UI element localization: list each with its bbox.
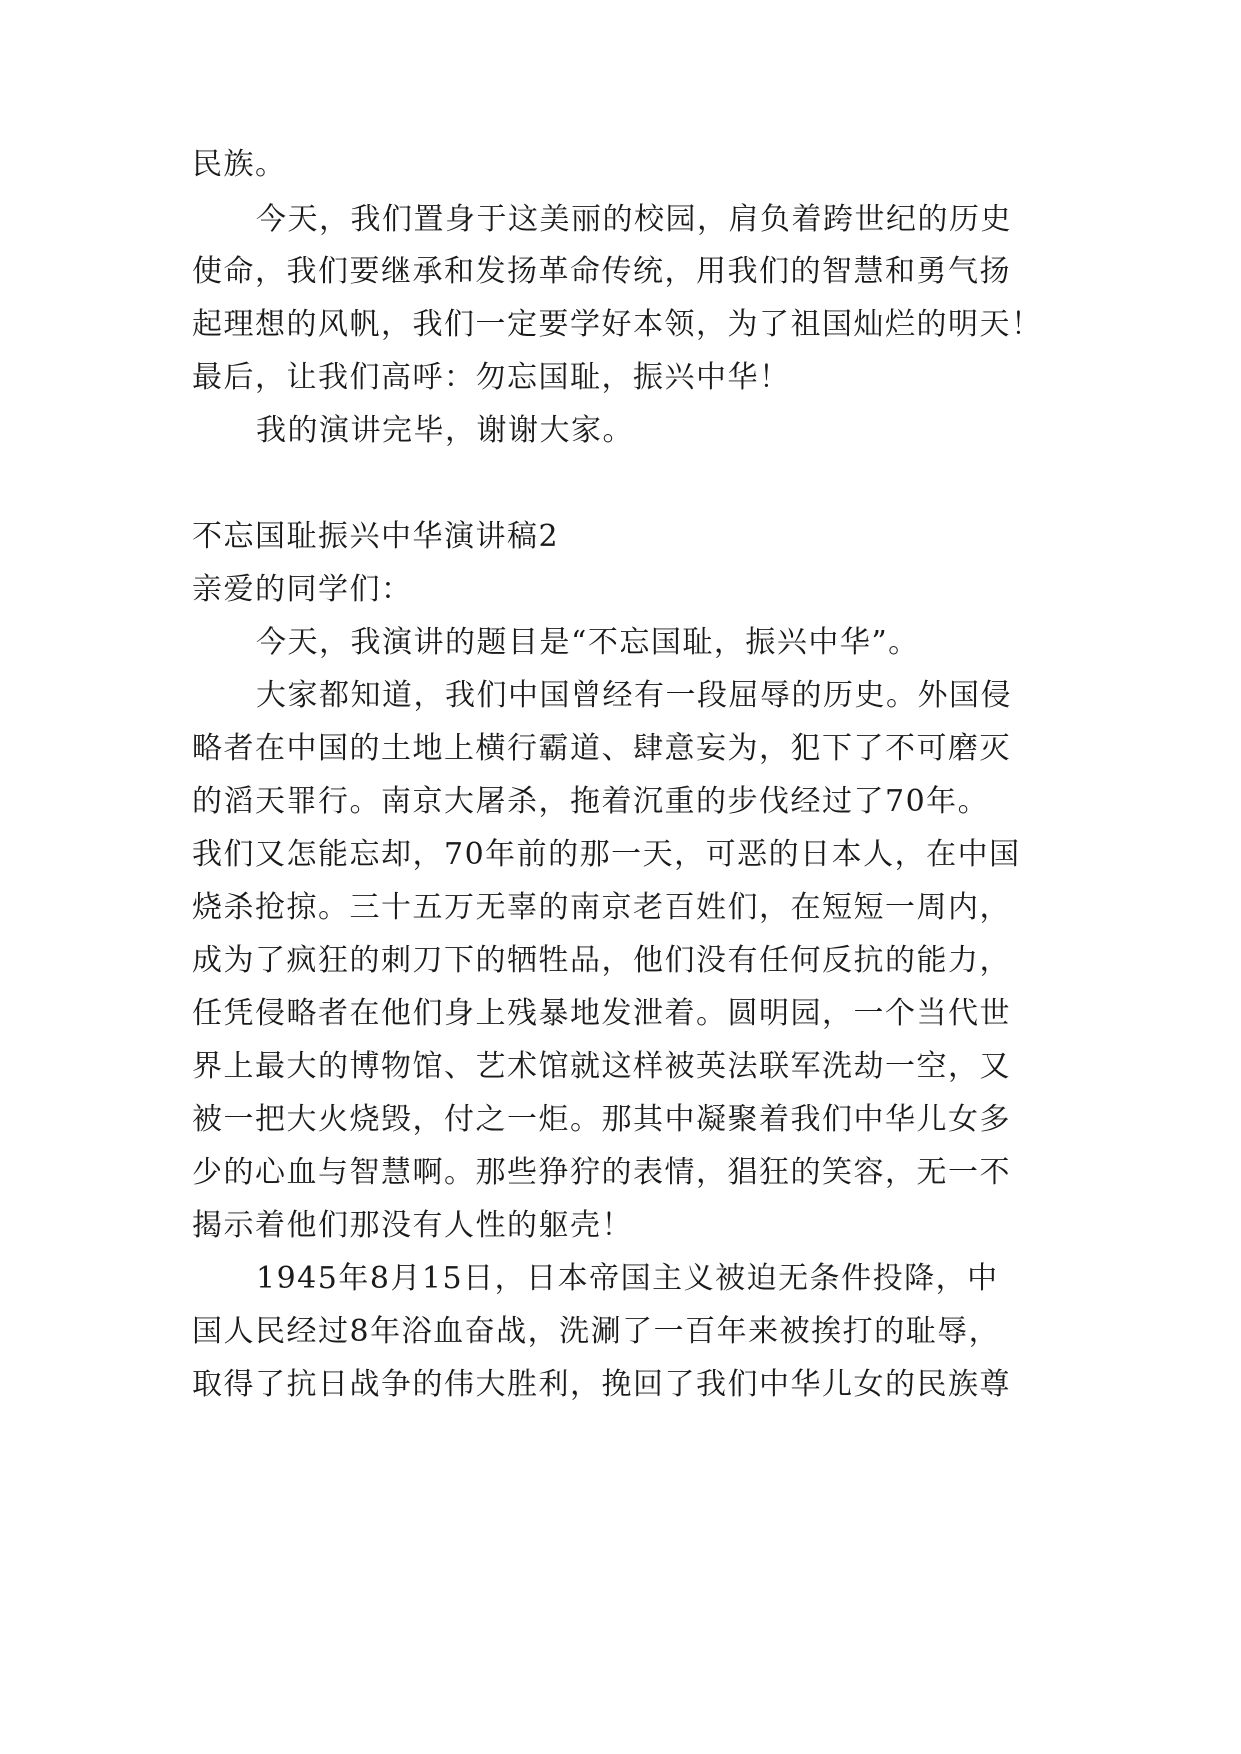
text-line: 成为了疯狂的刺刀下的牺牲品，他们没有任何反抗的能力，: [192, 943, 1011, 978]
text-line: 民族。: [192, 147, 287, 182]
paragraph-start: 今天，我演讲的题目是“不忘国耻，振兴中华”。: [256, 625, 920, 660]
text-line: 烧杀抢掠。三十五万无辜的南京老百姓们，在短短一周内，: [192, 890, 1011, 925]
text-line: 略者在中国的土地上横行霸道、肆意妄为，犯下了不可磨灭: [192, 731, 1011, 766]
text-line: 取得了抗日战争的伟大胜利，挽回了我们中华儿女的民族尊: [192, 1367, 1011, 1402]
text-line: 国人民经过8年浴血奋战，洗涮了一百年来被挨打的耻辱，: [192, 1314, 1001, 1349]
paragraph-start: 1945年8月15日，日本帝国主义被迫无条件投降，中: [256, 1261, 999, 1296]
section-heading: 不忘国耻振兴中华演讲稿2: [192, 519, 560, 554]
text-line: 我们又怎能忘却，70年前的那一天，可恶的日本人，在中国: [192, 837, 1021, 872]
text-line: 起理想的风帆，我们一定要学好本领，为了祖国灿烂的明天！: [192, 307, 1043, 342]
paragraph-start: 我的演讲完毕，谢谢大家。: [256, 413, 634, 448]
text-line: 的滔天罪行。南京大屠杀，拖着沉重的步伐经过了70年。: [192, 784, 990, 819]
salutation: 亲爱的同学们：: [192, 572, 413, 607]
paragraph-start: 大家都知道，我们中国曾经有一段屈辱的历史。外国侵: [256, 678, 1012, 713]
text-line: 被一把大火烧毁，付之一炬。那其中凝聚着我们中华儿女多: [192, 1102, 1011, 1137]
text-line: 最后，让我们高呼：勿忘国耻，振兴中华！: [192, 360, 791, 395]
text-line: 使命，我们要继承和发扬革命传统，用我们的智慧和勇气扬: [192, 254, 1011, 289]
text-line: 少的心血与智慧啊。那些狰狞的表情，猖狂的笑容，无一不: [192, 1155, 1011, 1190]
text-line: 揭示着他们那没有人性的躯壳！: [192, 1208, 633, 1243]
text-line: 界上最大的博物馆、艺术馆就这样被英法联军洗劫一空，又: [192, 1049, 1011, 1084]
text-line: 任凭侵略者在他们身上残暴地发泄着。圆明园，一个当代世: [192, 996, 1011, 1031]
paragraph-start: 今天，我们置身于这美丽的校园，肩负着跨世纪的历史: [256, 202, 1012, 237]
